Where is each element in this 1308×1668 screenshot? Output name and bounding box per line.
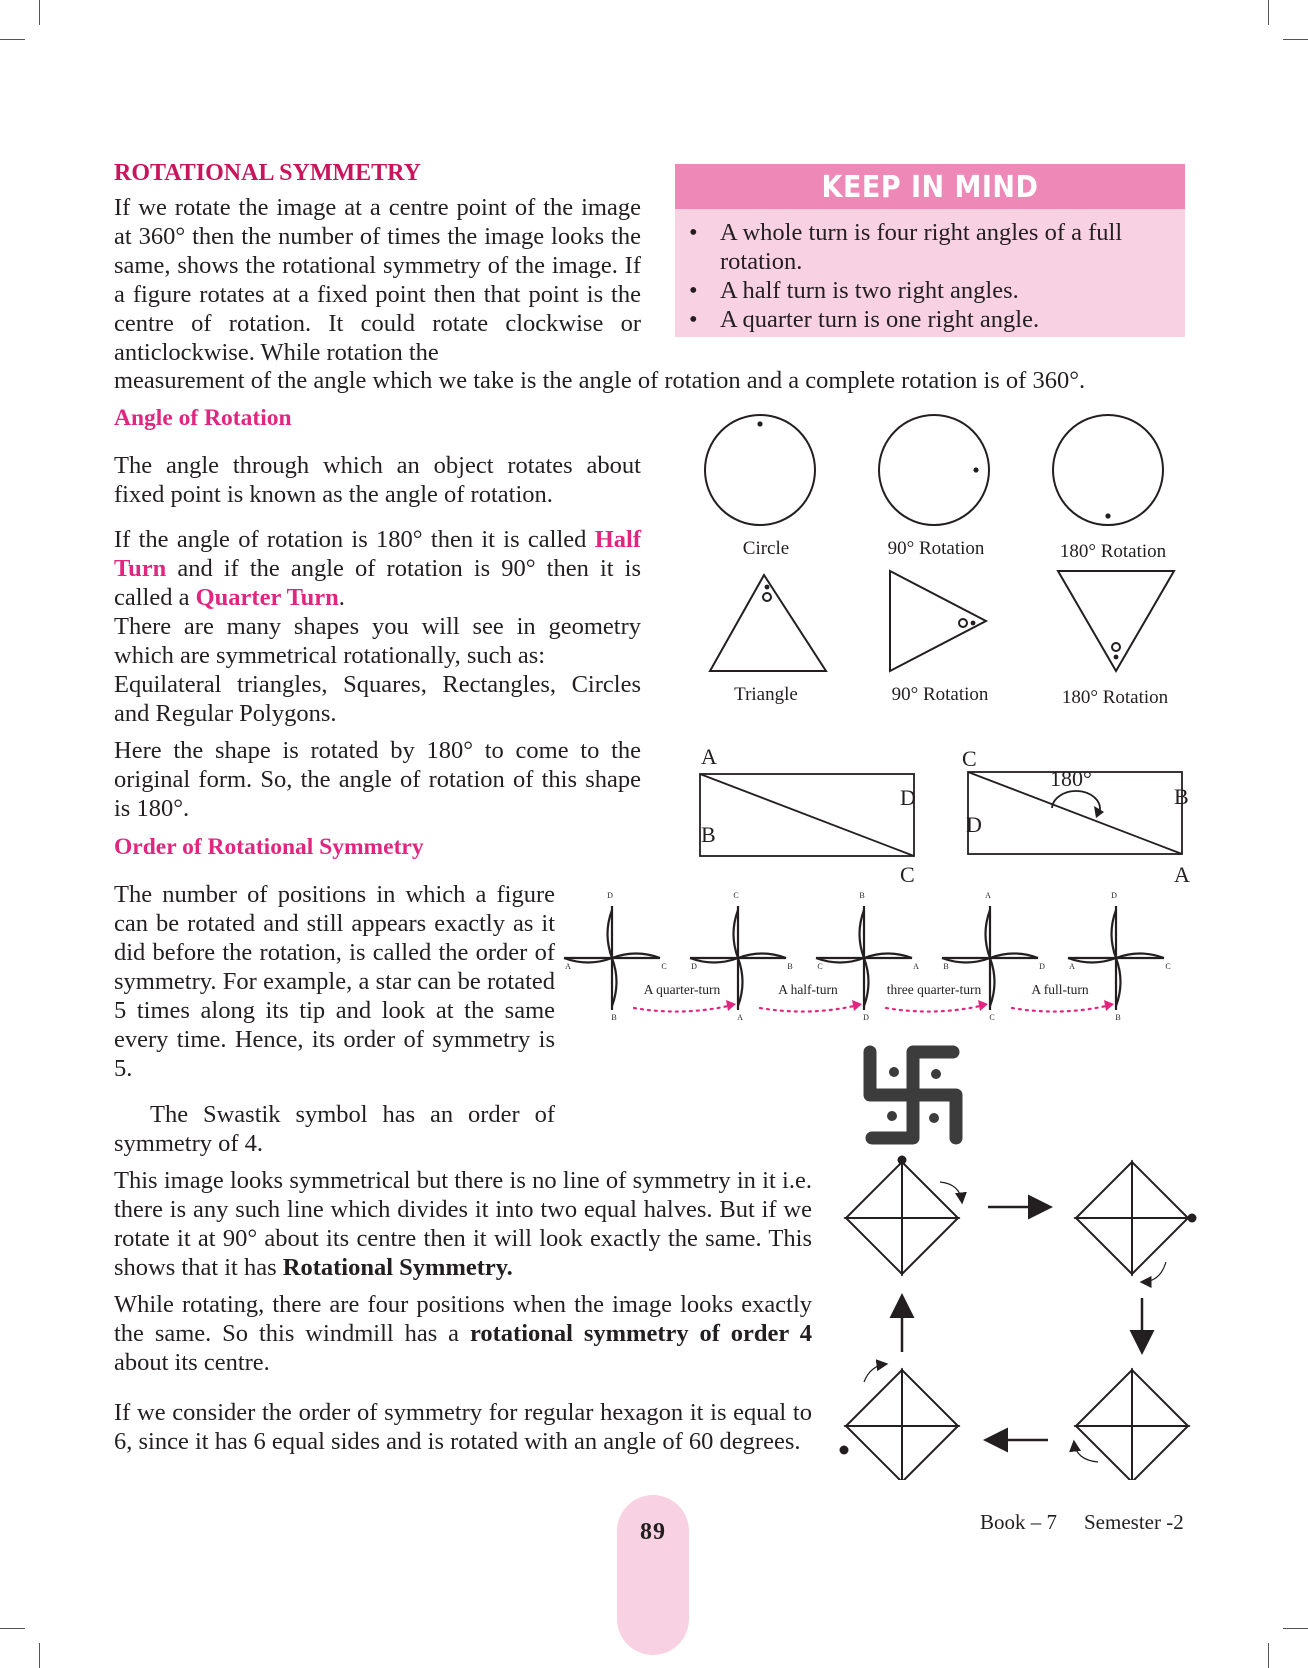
windmill xyxy=(1076,1370,1188,1480)
turn-arrow xyxy=(760,1006,854,1012)
pinwheel xyxy=(816,891,919,1020)
windmill-blade xyxy=(902,1162,958,1218)
order-title: Order of Rotational Symmetry xyxy=(114,834,424,860)
vertex-label: C xyxy=(900,862,915,887)
order4-paragraph: While rotating, there are four positions when the image looks exactly the same. So this windmill has a rotational symmetry of order 4 about its centre. xyxy=(114,1291,812,1376)
pinwheel-label: A xyxy=(913,962,919,971)
caption-triangle-180: 180° Rotation xyxy=(1061,687,1169,708)
caption-circle-90: 90° Rotation xyxy=(887,538,985,559)
crop-mark xyxy=(1268,0,1269,25)
windmill-blade xyxy=(902,1426,958,1480)
pinwheel xyxy=(564,891,667,1020)
pinwheel-label: C xyxy=(989,1013,995,1020)
pinwheel-label: B xyxy=(611,1013,617,1020)
circle-shape xyxy=(1053,415,1163,525)
intro-paragraph: If we rotate the image at a centre point of the image at 360° then the number of times the image looks the same, shows the rotational symmetry of the image. If a figure rotates at a fixed point then that point is the centre of rotation. It could rotate clockwise or anticlockwise. While rotation the xyxy=(114,194,641,366)
windmill-blade xyxy=(846,1162,902,1218)
windmill-blade xyxy=(846,1370,902,1426)
hexagon-paragraph: If we consider the order of symmetry for regular hexagon it is equal to 6, since it has 6 equal sides and is rotated with an angle of 60 degrees. xyxy=(114,1399,812,1455)
marker-dot xyxy=(1105,513,1110,518)
keep-in-mind-box xyxy=(675,209,1185,337)
pinwheel-label: D xyxy=(691,962,697,971)
circle-shape xyxy=(705,415,815,525)
turn-arrowhead xyxy=(978,1000,988,1011)
turn-label: A half-turn xyxy=(778,982,838,997)
order-definition: The number of positions in which a figure can be rotated and still appears exactly as it did before the rotation, is called the order of symmetry. For example, a star can be rotated 5 times along its tip and look at the same every time. Hence, its order of symmetry is 5. xyxy=(114,881,555,1082)
circle-shape xyxy=(879,415,989,525)
pinwheel xyxy=(942,891,1045,1020)
vertex-label: C xyxy=(962,746,977,771)
section-title: ROTATIONAL SYMMETRY xyxy=(114,160,421,186)
keep-in-mind-item: • A quarter turn is one right angle. xyxy=(675,305,1185,334)
keep-in-mind-title: KEEP IN MIND xyxy=(675,164,1185,209)
crop-mark xyxy=(0,1628,25,1629)
footer-semester: Semester -2 xyxy=(1084,1510,1184,1534)
swastik-symbol xyxy=(858,1040,968,1150)
triangle-figures xyxy=(700,565,1180,685)
pinwheel-label: A xyxy=(1069,962,1075,971)
rectangle-rotation-figure xyxy=(690,740,1210,890)
pinwheel-svg xyxy=(560,890,1200,1020)
turn-arrowhead xyxy=(852,1000,862,1011)
pinwheel-label: D xyxy=(607,891,613,900)
pinwheel-label: B xyxy=(859,891,865,900)
triangle-shape xyxy=(890,571,986,671)
turn-label: three quarter-turn xyxy=(886,982,982,997)
pinwheel-label: D xyxy=(863,1013,869,1020)
page-badge xyxy=(617,1495,689,1655)
windmill-blade xyxy=(1076,1370,1132,1426)
intro-paragraph-continued: measurement of the angle which we take is the angle of rotation and a complete rotation is of 360°. xyxy=(114,367,1086,394)
pinwheel-label: D xyxy=(1039,962,1045,971)
pinwheel-label: A xyxy=(565,962,571,971)
turn-label: A quarter-turn xyxy=(643,982,721,997)
windmill-blade xyxy=(902,1218,958,1274)
keep-in-mind-item: • A half turn is two right angles. xyxy=(675,276,1185,305)
windmill-blade xyxy=(1132,1426,1188,1480)
crop-mark xyxy=(1268,1643,1269,1668)
vertex-label: D xyxy=(966,812,982,837)
half-quarter-paragraph: If the angle of rotation is 180° then it is called Half Turn and if the angle of rotation is 90° then it is called a Quarter Turn. xyxy=(114,526,641,611)
pinwheel-label: A xyxy=(985,891,991,900)
vertex-label: A xyxy=(701,744,717,769)
windmill-paragraph: This image looks symmetrical but there is no line of symmetry in it i.e. there is any such line which divides it into two equal halves. But if we rotate it at 90° about its centre then it will look exactly the same. This shows that it has Rotational Symmetry. xyxy=(114,1167,812,1281)
pinwheel-label: C xyxy=(817,962,823,971)
pinwheel-label: B xyxy=(1115,1013,1121,1020)
windmill-cycle xyxy=(830,1150,1220,1480)
windmill-blade xyxy=(1076,1218,1132,1274)
turn-arrow xyxy=(634,1006,728,1012)
crop-mark xyxy=(39,1643,40,1668)
marker-dot xyxy=(757,421,762,426)
triangle-shape xyxy=(710,575,826,671)
rotated-180-paragraph: Here the shape is rotated by 180° to come to the original form. So, the angle of rotation of this shape is 180°. xyxy=(114,737,641,822)
vertex-label: A xyxy=(1174,862,1190,887)
turn-arrowhead xyxy=(1104,1000,1114,1011)
pinwheel-label: C xyxy=(733,891,739,900)
keep-in-mind-item: • A whole turn is four right angles of a full rotation. xyxy=(675,218,1185,276)
pinwheel xyxy=(1068,891,1171,1020)
vertex-label: B xyxy=(1174,784,1189,809)
angle-label: 180° xyxy=(1050,766,1092,791)
shapes-paragraph: There are many shapes you will see in geometry which are symmetrical rotationally, such as: xyxy=(114,613,641,669)
windmill xyxy=(1076,1162,1188,1274)
quarter-turn-term: Quarter Turn xyxy=(195,584,339,611)
pinwheel-label: A xyxy=(737,1013,743,1020)
windmill-blade xyxy=(1132,1218,1188,1274)
swastik-paragraph: The Swastik symbol has an order of symmetry of 4. xyxy=(114,1101,555,1157)
shapes-list: Equilateral triangles, Squares, Rectangles, Circles and Regular Polygons. xyxy=(114,671,641,727)
pinwheel-label: B xyxy=(787,962,793,971)
page-number: 89 xyxy=(640,1519,666,1545)
marker-circle xyxy=(959,619,967,627)
angle-of-rotation-title: Angle of Rotation xyxy=(114,405,292,431)
windmill-blade xyxy=(902,1370,958,1426)
caption-circle: Circle xyxy=(742,538,790,559)
marker-circle xyxy=(1112,643,1120,651)
windmill-blade xyxy=(1132,1370,1188,1426)
crop-mark xyxy=(39,0,40,25)
turn-arrow xyxy=(1012,1006,1106,1012)
windmill xyxy=(846,1162,958,1274)
pinwheel-strip xyxy=(560,890,1200,1020)
caption-triangle-90: 90° Rotation xyxy=(891,684,989,705)
angle-definition: The angle through which an object rotates about fixed point is known as the angle of rotation. xyxy=(114,452,641,508)
crop-mark xyxy=(1283,39,1308,40)
half-turn-term: Half Turn xyxy=(114,526,641,582)
windmill xyxy=(846,1370,958,1480)
caption-triangle: Triangle xyxy=(734,684,798,705)
vertex-label: B xyxy=(701,822,716,847)
windmill-blade xyxy=(1132,1162,1188,1218)
pinwheel-label: B xyxy=(943,962,949,971)
vertex-label: D xyxy=(900,785,916,810)
pinwheel-label: C xyxy=(1165,962,1171,971)
pinwheel-label: D xyxy=(1111,891,1117,900)
windmill-blade xyxy=(846,1218,902,1274)
turn-label: A full-turn xyxy=(1031,982,1089,997)
marker-dot xyxy=(973,467,978,472)
crop-mark xyxy=(1283,1628,1308,1629)
turn-arrow xyxy=(886,1006,980,1012)
crop-mark xyxy=(0,39,25,40)
windmill-blade xyxy=(1076,1426,1132,1480)
windmill-blade xyxy=(846,1426,902,1480)
footer-book: Book – 7 xyxy=(980,1510,1058,1534)
windmill-blade xyxy=(1076,1162,1132,1218)
pinwheel xyxy=(690,891,793,1020)
pinwheel-label: C xyxy=(661,962,667,971)
marker-circle xyxy=(763,593,771,601)
caption-circle-180: 180° Rotation xyxy=(1059,541,1167,562)
turn-arrowhead xyxy=(726,1000,736,1011)
